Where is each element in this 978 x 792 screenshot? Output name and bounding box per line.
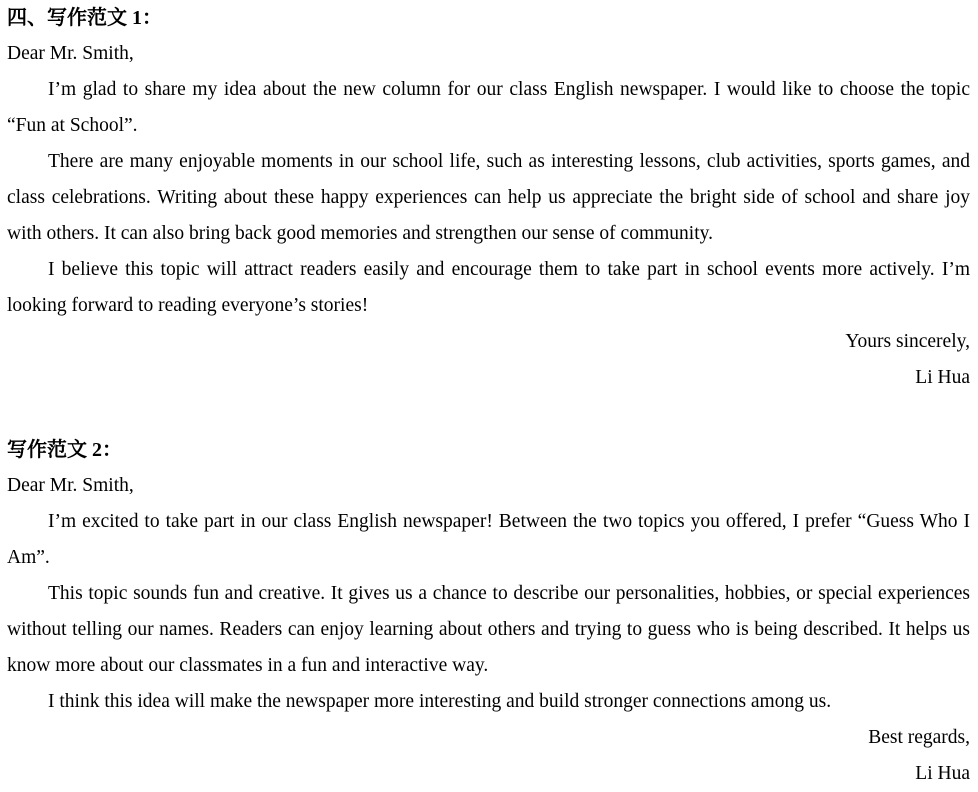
sample-1-closing: Yours sincerely, [845, 331, 970, 352]
sample-1-signature: Li Hua [915, 367, 970, 388]
sample-2-signature: Li Hua [915, 763, 970, 784]
sample-1-paragraph-2: There are many enjoyable moments in our school life, such as interesting lessons, club activities, sports games, and class celebrations. Writing about these happy experiences can help us appreciate the bright side of school and share joy with others. It can also bring back good memories and strengthen our sense of community. [7, 151, 970, 244]
sample-2-paragraph-2: This topic sounds fun and creative. It gives us a chance to describe our personalities, hobbies, or special experiences without telling our names. Readers can enjoy learning about others and trying to guess who is being described. It helps us know more about our classmates in a fun and interactive way. [7, 583, 970, 676]
sample-1-paragraph-3: I believe this topic will attract readers easily and encourage them to take part in school events more actively. I’m looking forward to reading everyone’s stories! [7, 259, 970, 316]
sample-2-closing: Best regards, [868, 727, 970, 748]
sample-2-salutation: Dear Mr. Smith, [7, 475, 134, 496]
document-page [7, 0, 970, 792]
sample-essay-1 [7, 0, 970, 396]
sample-1-salutation: Dear Mr. Smith, [7, 43, 134, 64]
sample-2-paragraph-1: I’m excited to take part in our class English newspaper! Between the two topics you offered, I prefer “Guess Who I Am”. [7, 511, 970, 568]
sample-2-paragraph-3: I think this idea will make the newspaper more interesting and build stronger connections among us. [48, 691, 832, 712]
sample-essay-2 [7, 432, 970, 792]
section-spacer [7, 396, 970, 432]
sample-1-heading: 四、写作范文 1： [7, 7, 162, 29]
sample-2-heading: 写作范文 2： [7, 439, 122, 461]
sample-1-paragraph-1: I’m glad to share my idea about the new column for our class English newspaper. I would like to choose the topic “Fun at School”. [7, 79, 970, 136]
